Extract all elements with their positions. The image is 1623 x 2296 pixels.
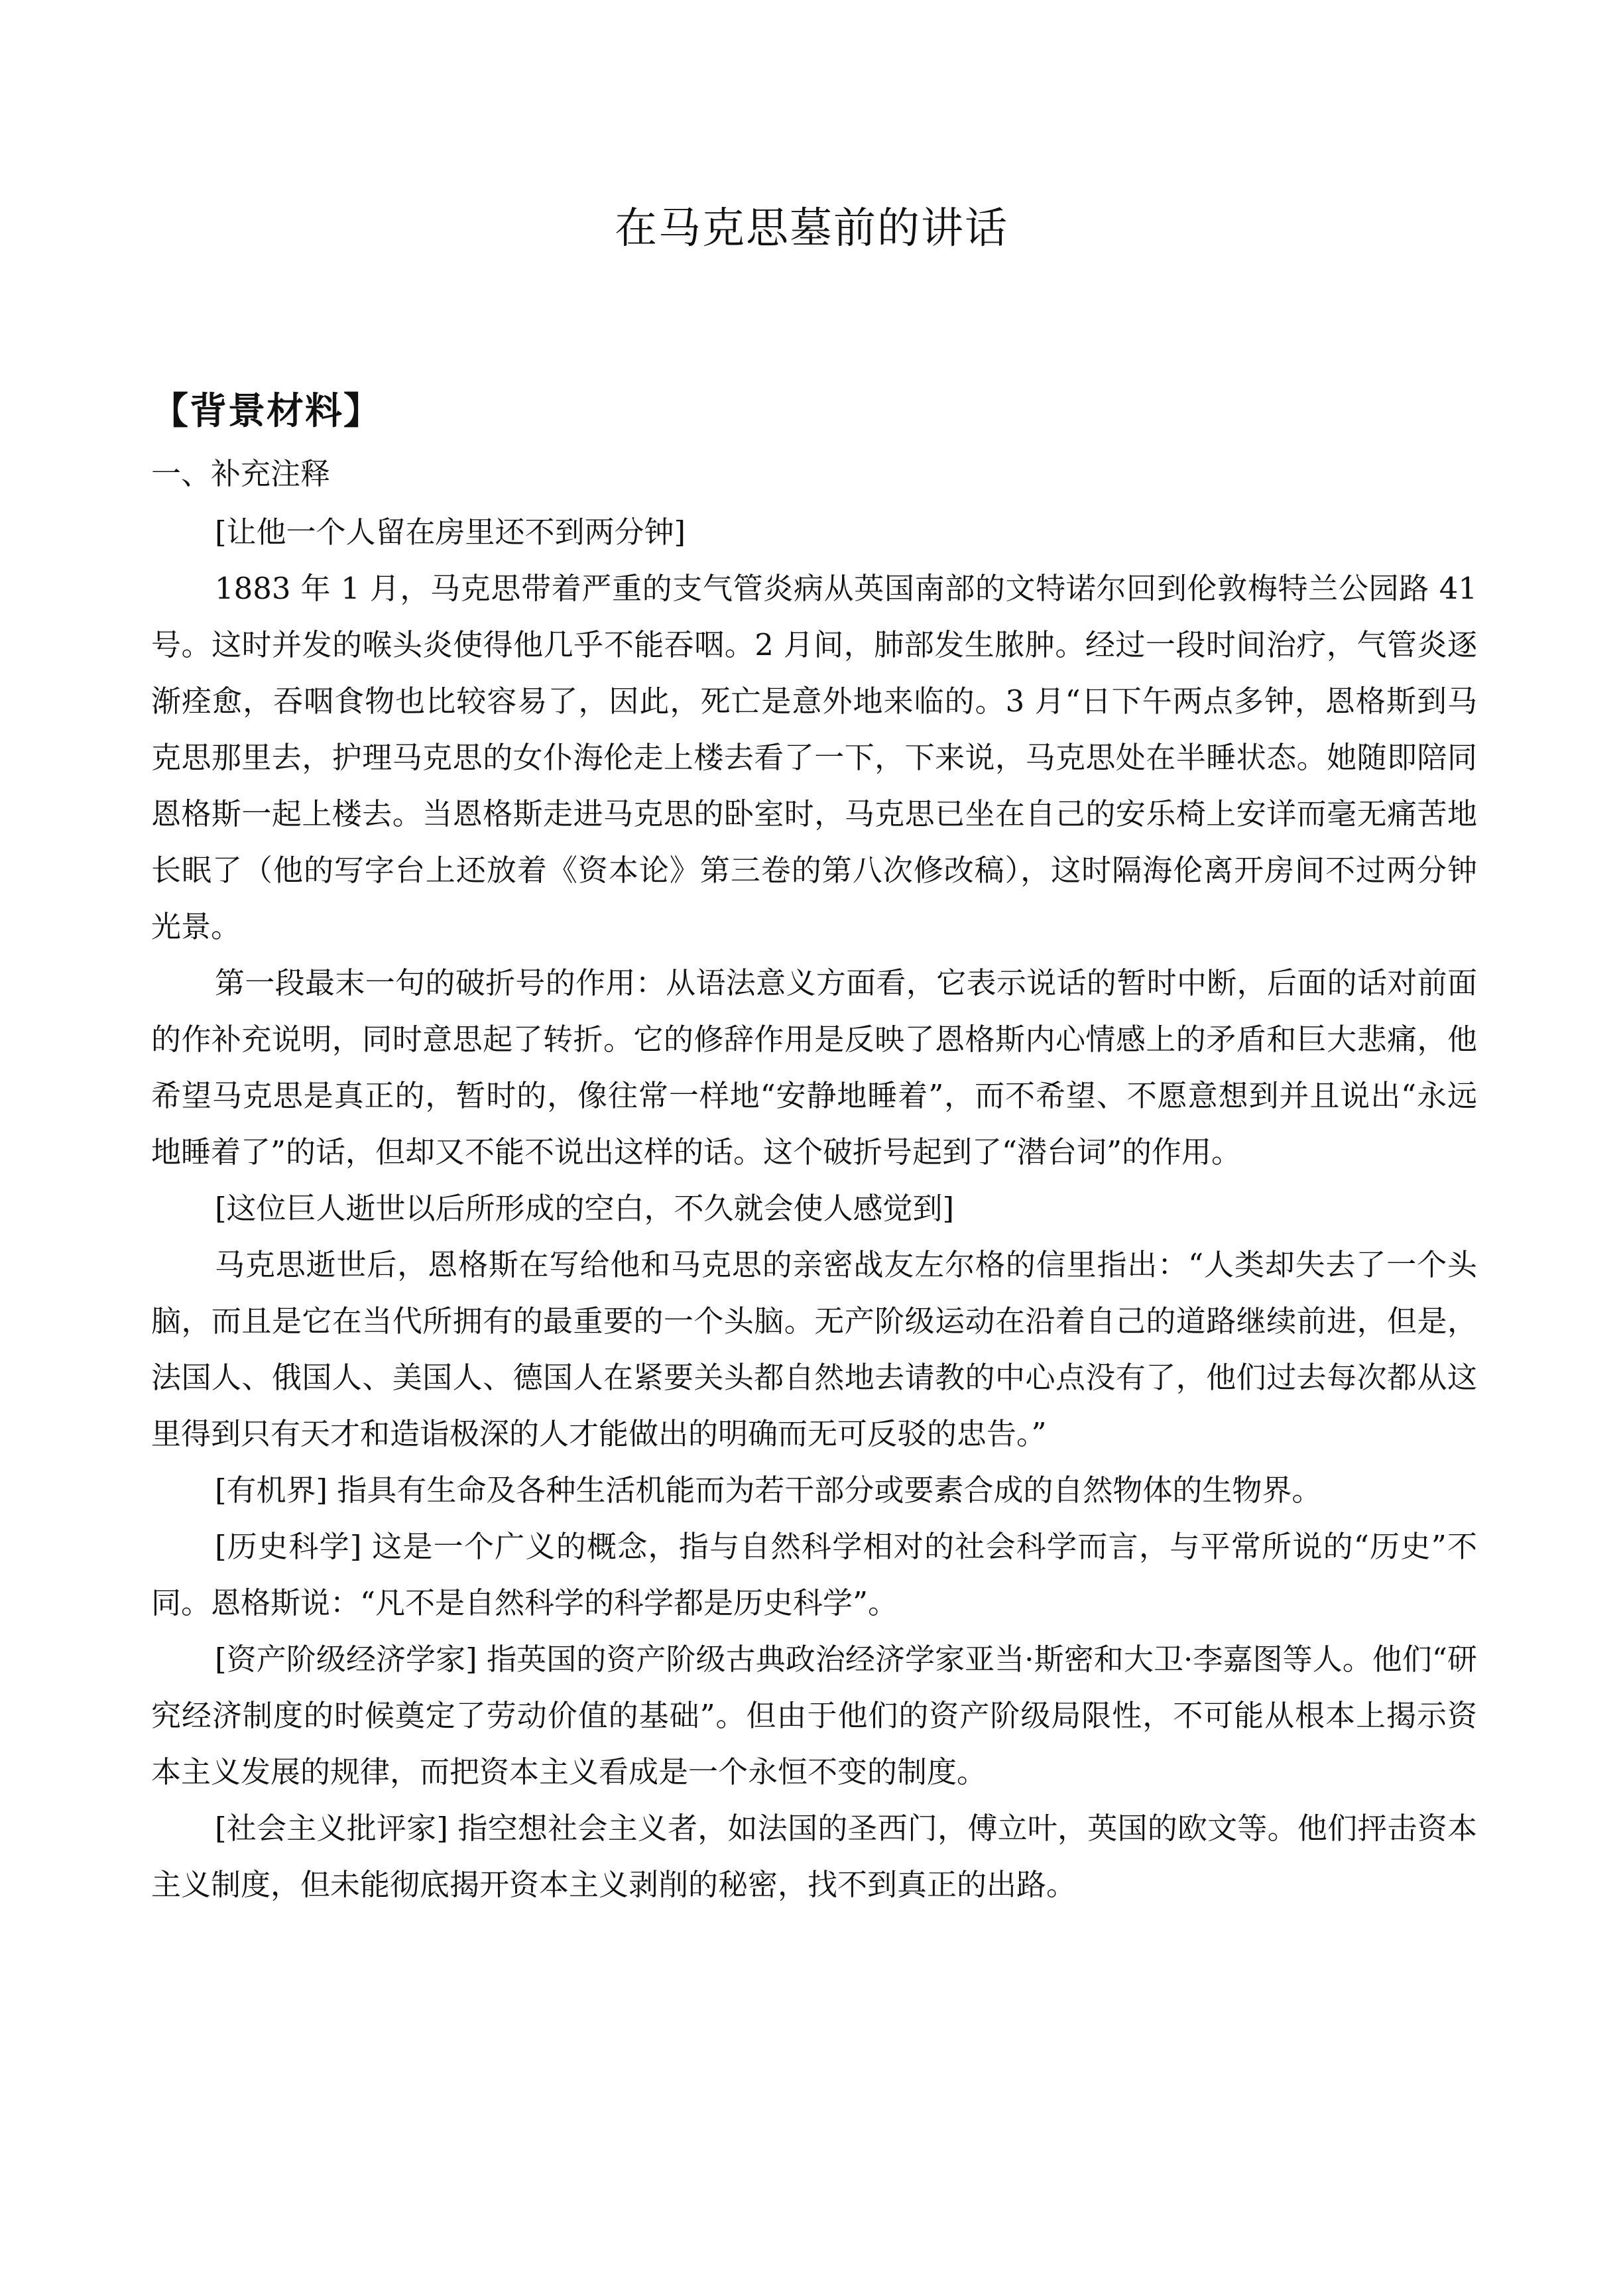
annotation-term-two-minutes: [让他一个人留在房里还不到两分钟] bbox=[215, 514, 686, 550]
paragraph-dash-function: 第一段最末一句的破折号的作用：从语法意义方面看，它表示说话的暂时中断，后面的话对前面的作补充说明，同时意思起了转折。它的修辞作用是反映了恩格斯内心情感上的矛盾和巨大悲痛，他希望马克思是真正的，暂时的，像往常一样地“安静地睡着”，而不希望、不愿意想到并且说出“永远地睡着了”的话，但却又不能不说出这样的话。这个破折号起到了“潜台词”的作用。 bbox=[151, 965, 1477, 1170]
annotation-socialist-critics: [社会主义批评家] 指空想社会主义者，如法国的圣西门，傅立叶，英国的欧文等。他们抨击资本主义制度，但未能彻底揭开资本主义剥削的秘密，找不到真正的出路。 bbox=[151, 1811, 1477, 1902]
page-title: 在马克思墓前的讲话 bbox=[615, 204, 1008, 253]
paragraph-engels-letter: 马克思逝世后，恩格斯在写给他和马克思的亲密战友左尔格的信里指出：“人类却失去了一个头脑，而且是它在当代所拥有的最重要的一个头脑。无产阶级运动在沿着自己的道路继续前进，但是，法国人、俄国人、美国人、德国人在紧要关头都自然地去请教的中心点没有了，他们过去每次都从这里得到只有天才和造诣极深的人才能做出的明确而无可反驳的忠告。” bbox=[151, 1247, 1477, 1451]
annotation-historical-science: [历史科学] 这是一个广义的概念，指与自然科学相对的社会科学而言，与平常所说的“历史”不同。恩格斯说：“凡不是自然科学的科学都是历史科学”。 bbox=[151, 1529, 1477, 1620]
section-heading: 【背景材料】 bbox=[151, 389, 382, 433]
annotation-term-giant: [这位巨人逝世以后所形成的空白，不久就会使人感觉到] bbox=[215, 1191, 955, 1226]
document-body bbox=[151, 504, 1477, 1913]
annotation-bourgeois-economists: [资产阶级经济学家] 指英国的资产阶级古典政治经济学家亚当·斯密和大卫·李嘉图等人。他们“研究经济制度的时候奠定了劳动价值的基础”。但由于他们的资产阶级局限性，不可能从根本上揭示资本主义发展的规律，而把资本主义看成是一个永恒不变的制度。 bbox=[151, 1642, 1477, 1789]
paragraph-marx-death: 1883 年 1 月，马克思带着严重的支气管炎病从英国南部的文特诺尔回到伦敦梅特兰公园路 41 号。这时并发的喉头炎使得他几乎不能吞咽。2 月间，肺部发生脓肿。经过一段时间治疗，气管炎逐渐痊愈，吞咽食物也比较容易了，因此，死亡是意外地来临的。3 月“日下午两点多钟，恩格斯到马克思那里去，护理马克思的女仆海伦走上楼去看了一下，下来说，马克思处在半睡状态。她随即陪同恩格斯一起上楼去。当恩格斯走进马克思的卧室时，马克思已坐在自己的安乐椅上安详而毫无痛苦地长眠了（他的写字台上还放着《资本论》第三卷的第八次修改稿），这时隔海伦离开房间不过两分钟光景。 bbox=[151, 571, 1477, 944]
annotation-organic-world: [有机界] 指具有生命及各种生活机能而为若干部分或要素合成的自然物体的生物界。 bbox=[215, 1473, 1322, 1508]
sub-heading: 一、补充注释 bbox=[151, 456, 331, 491]
